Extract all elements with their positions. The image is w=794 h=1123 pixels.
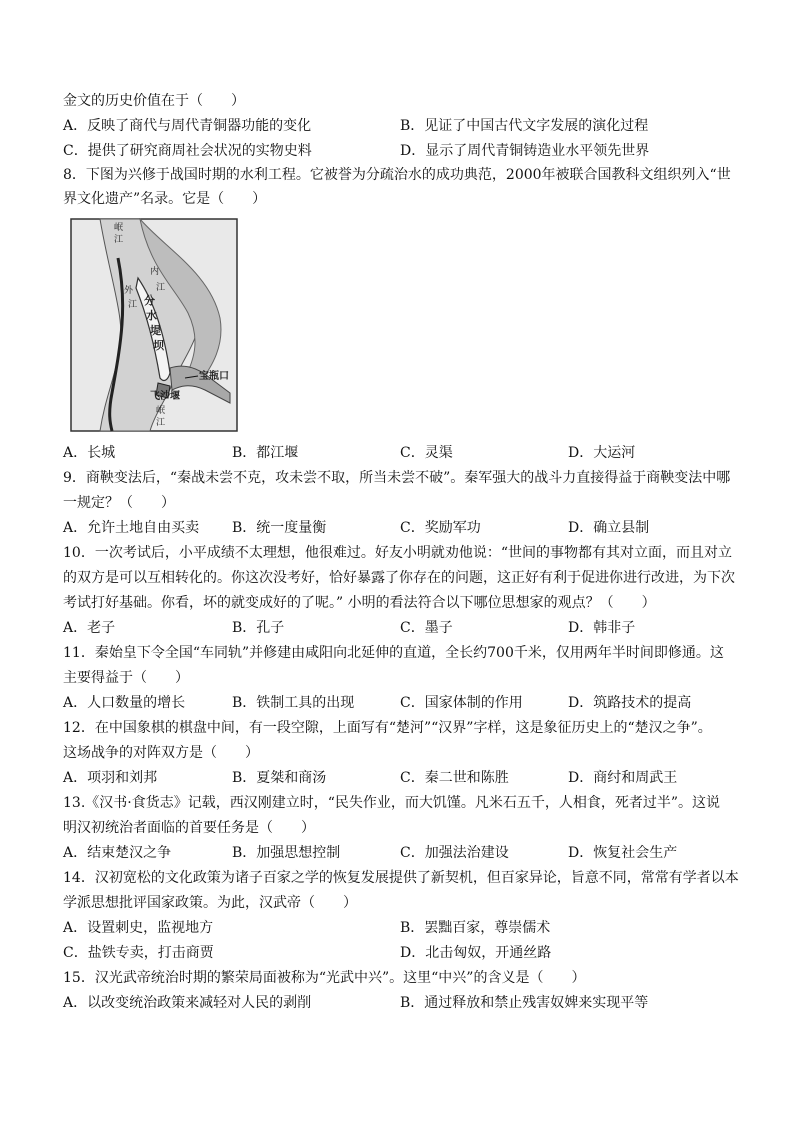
map-label-waijiang-2: 江 [128, 300, 138, 310]
q11-option-c: C．国家体制的作用 [400, 695, 523, 711]
map-label-neijiang-1: 内 [150, 267, 160, 277]
map-label-fenshui-4: 坝 [153, 339, 164, 352]
q13-option-c: C．加强法治建设 [400, 845, 509, 861]
q9-stem-line2: 一规定？（ ） [63, 495, 175, 511]
map-label-fenshui-1: 分 [144, 294, 155, 307]
q9-option-b: B．统一度量衡 [232, 520, 327, 536]
q7-option-d: D．显示了周代青铜铸造业水平领先世界 [400, 143, 650, 159]
q14-stem-line2: 学派思想批评国家政策。为此，汉武帝（ ） [63, 895, 357, 911]
q15-option-a: A．以改变统治政策来减轻对人民的剥削 [63, 995, 312, 1011]
q8-stem-line1: 8．下图为兴修于战国时期的水利工程。它被誉为分疏治水的成功典范，2000年被联合国教科文组织列入“世 [63, 167, 731, 183]
q12-stem-line1: 12．在中国象棋的棋盘中间，有一段空隙，上面写有“楚河”“汉界”字样，这是象征历史上的“楚汉之争”。 [63, 720, 712, 736]
q14-option-b: B．罢黜百家，尊崇儒术 [400, 920, 551, 936]
q10-option-d: D．韩非子 [568, 620, 636, 636]
q9-option-c: C．奖励军功 [400, 520, 481, 536]
q7-option-b: B．见证了中国古代文字发展的演化过程 [400, 118, 649, 134]
q14-stem-line1: 14．汉初宽松的文化政策为诸子百家之学的恢复发展提供了新契机，但百家异论，旨意不同，常常有学者以本 [63, 870, 739, 886]
q13-option-a: A．结束楚汉之争 [63, 845, 172, 861]
q7-option-a: A．反映了商代与周代青铜器功能的变化 [63, 118, 312, 134]
q10-stem-line2: 的双方是可以互相转化的。你这次没考好，恰好暴露了你存在的问题，这正好有利于促进你进行改进，为下次 [63, 570, 735, 586]
q8-option-d: D．大运河 [568, 445, 636, 461]
q12-option-a: A．项羽和刘邦 [63, 770, 158, 786]
q11-option-d: D．筑路技术的提高 [568, 695, 692, 711]
q7-stem: 金文的历史价值在于（ ） [63, 93, 245, 109]
q12-option-b: B．夏桀和商汤 [232, 770, 327, 786]
q9-option-d: D．确立县制 [568, 520, 650, 536]
map-label-fenshui-3: 堤 [150, 324, 161, 337]
q13-option-d: D．恢复社会生产 [568, 845, 678, 861]
q10-stem-line1: 10．一次考试后，小平成绩不太理想，他很难过。好友小明就劝他说：“世间的事物都有其对立面，而且对立 [63, 545, 732, 561]
q8-option-a: A．长城 [63, 445, 116, 461]
q13-stem-line2: 明汉初统治者面临的首要任务是（ ） [63, 820, 315, 836]
q8-option-b: B．都江堰 [232, 445, 299, 461]
q13-option-b: B．加强思想控制 [232, 845, 341, 861]
q14-option-a: A．设置刺史，监视地方 [63, 920, 214, 936]
q14-option-c: C．盐铁专卖，打击商贾 [63, 945, 214, 961]
q9-option-a: A．允许土地自由买卖 [63, 520, 200, 536]
q10-option-a: A．老子 [63, 620, 116, 636]
q10-option-c: C．墨子 [400, 620, 453, 636]
map-label-waijiang-1: 外 [124, 286, 134, 296]
q13-stem-line1: 13.《汉书·食货志》记载，西汉刚建立时，“民失作业，而大饥馑。凡米石五千，人相食，死者过半”。这说 [63, 795, 721, 811]
q10-option-b: B．孔子 [232, 620, 285, 636]
q12-option-c: C．秦二世和陈胜 [400, 770, 509, 786]
q11-option-b: B．铁制工具的出现 [232, 695, 355, 711]
q12-stem-line2: 这场战争的对阵双方是（ ） [63, 745, 259, 761]
q14-option-d: D．北击匈奴，开通丝路 [400, 945, 552, 961]
map-label-baopingkou: 宝瓶口 [199, 371, 229, 382]
q8-option-c: C．灵渠 [400, 445, 453, 461]
q11-option-a: A．人口数量的增长 [63, 695, 186, 711]
q10-stem-line3: 考试打好基础。你看，坏的就变成好的了呢。” 小明的看法符合以下哪位思想家的观点？（ ） [63, 595, 656, 611]
map-label-feishayan: 飞沙堰 [150, 391, 180, 402]
map-label-fenshui-2: 水 [146, 309, 157, 322]
map-label-minjiang-bottom-2: 江 [156, 418, 166, 428]
q11-stem-line2: 主要得益于（ ） [63, 670, 189, 686]
map-label-neijiang-2: 江 [156, 283, 166, 293]
q7-option-c: C．提供了研究商周社会状况的实物史料 [63, 143, 312, 159]
q8-stem-line2: 界文化遗产”名录。它是（ ） [63, 191, 267, 207]
q15-option-b: B．通过释放和禁止残害奴婢来实现平等 [400, 995, 649, 1011]
map-label-minjiang-top-2: 江 [114, 235, 124, 245]
q11-stem-line1: 11．秦始皇下令全国“车同轨”并修建由咸阳向北延伸的直道，全长约700千米，仅用两年半时间即修通。这 [63, 645, 724, 661]
dujiangyan-map [70, 218, 238, 432]
q15-stem: 15．汉光武帝统治时期的繁荣局面被称为“光武中兴”。这里“中兴”的含义是（ ） [63, 970, 586, 986]
q12-option-d: D．商纣和周武王 [568, 770, 678, 786]
q9-stem-line1: 9．商鞅变法后，“秦战未尝不克，攻未尝不取，所当未尝不破”。秦军强大的战斗力直接得益于商鞅变法中哪 [63, 470, 731, 486]
map-label-minjiang-top-1: 岷 [114, 223, 124, 233]
map-label-minjiang-bottom-1: 岷 [156, 406, 166, 416]
